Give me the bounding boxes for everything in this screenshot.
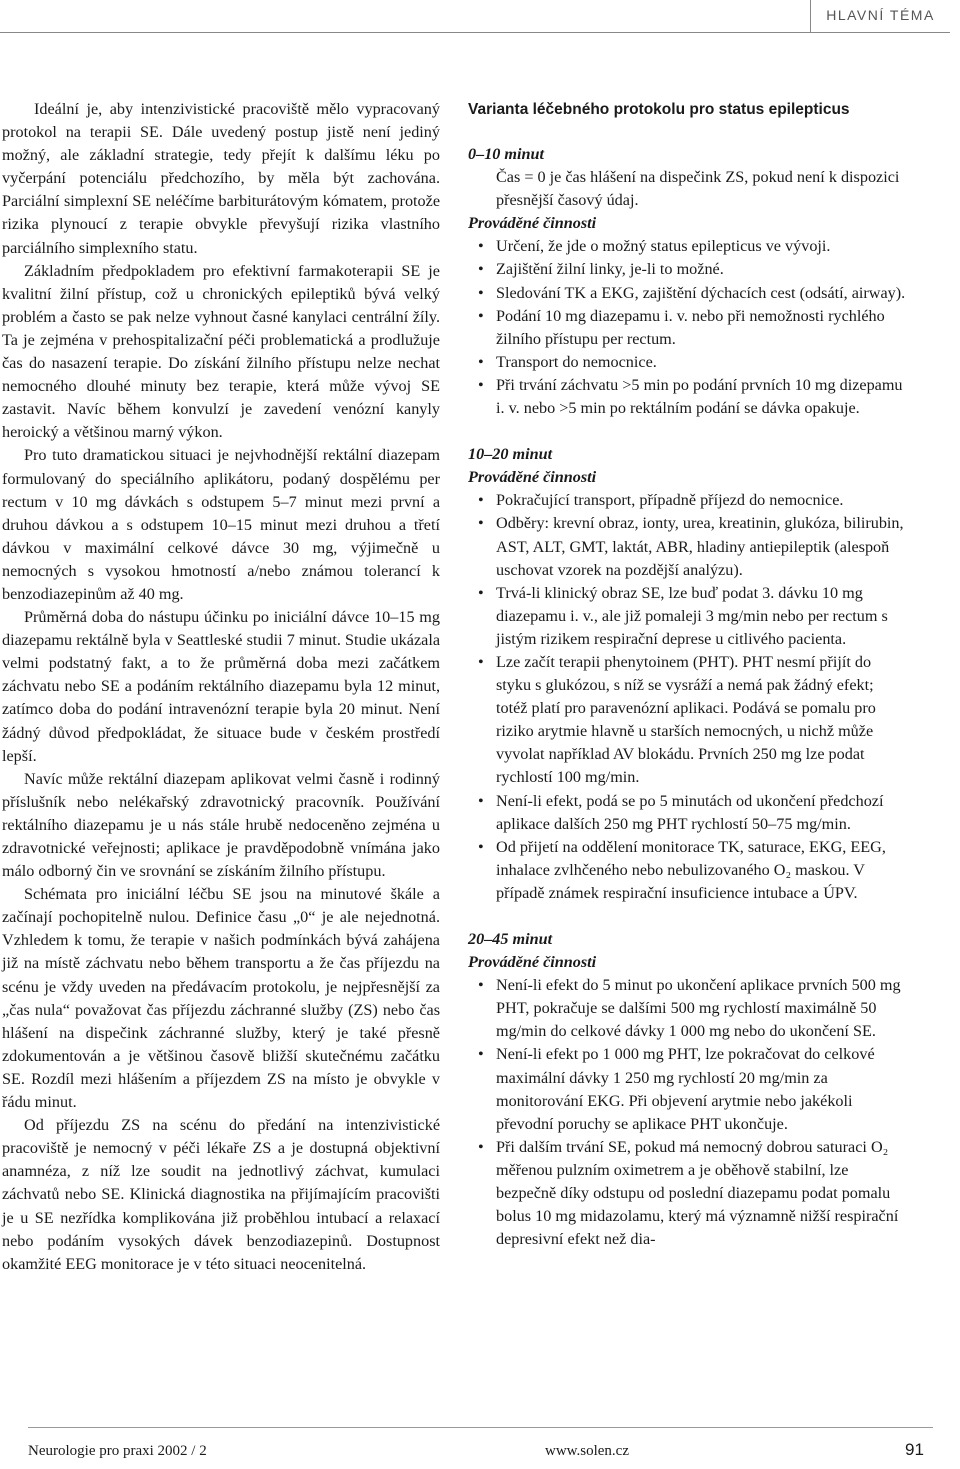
phase-subtitle: Prováděné činnosti: [468, 214, 597, 233]
paragraph: Průměrná doba do nástupu účinku po iniciální dávce 10–15 mg diazepamu rektálně byla v Seattleské studii 7 minut. Studie ukázala velmi podstatný fakt, a to že průměrná doba mezi začátkem záchvatu nebo SE a podáním rektálního diazepamu byla 12 minut, zatímco doba do podání intravenózní terapie byla 20 minut. Není žádný důvod předpokládat, že situace bude v českém prostředí lepší.: [2, 608, 440, 765]
footer-rule: [28, 1427, 933, 1428]
phase-subtitle: Prováděné činnosti: [468, 468, 597, 487]
activity-list: [468, 235, 908, 420]
phase-subtitle: Prováděné činnosti: [468, 953, 597, 972]
list-item: • Sledování TK a EKG, zajištění dýchacích cest (odsátí, airway).: [468, 282, 908, 305]
list-item: • Podání 10 mg diazepamu i. v. nebo při nemožnosti rychlého žilního přístupu per rectum.: [468, 305, 908, 351]
list-item: • Transport do nemocnice.: [468, 351, 908, 374]
paragraph: Základním předpokladem pro efektivní farmakoterapii SE je kvalitní žilní přístup, což u chronických epileptiků bývá velký problém a často se pak nelze vyhnout časné kanylaci centrální žíly. Ta je zejména v prehospitalizační péči problematická a prodlužuje čas do nasazení terapie. Do získání žilního přístupu nelze nechat nemocného dlouhé minuty bez terapie, která může vývoj SE zastavit. Navíc během konvulzí je zavedení venózní kanyly heroický a většinou marný výkon.: [2, 261, 440, 442]
paragraph: Navíc může rektální diazepam aplikovat velmi časně i rodinný příslušník nebo nelékařský zdravotnický pracovník. Používání rektálního diazepamu je u nás stále hrubě nedoceněno zejména u zdravotnické veřejnosti; aplikace je pravděpodobně vnímána jako málo odborný čin ve srovnání se získáním žilního přístupu.: [2, 769, 440, 881]
list-item: • Od přijetí na oddělení monitorace TK, saturace, EKG, EEG, inhalace zvlhčeného nebo nebulizovaného O₂ maskou. V případě známek respirační insuficience intubace a ÚPV.: [468, 836, 908, 905]
paragraph: Schémata pro iniciální léčbu SE jsou na minutové škále a začínají pochopitelně nulou. Definice času „0“ je ale nejednotná. Vzhledem k tomu, že terapie v našich podmínkách bývá zahájena již na místě záchvatu nebo během transportu a že čas příjezdu na scénu je vždy uveden na předávacím protokolu, je nejpřesnější za „čas nula“ považovat čas příjezdu záchranné služby (ZS) nebo čas hlášení na dispečink záchranné služby, který je také přesně zdokumentován a je většinou časově bližší skutečnému začátku SE. Rozdíl mezi hlášením a příjezdem ZS na místo je obvykle v řádu minut.: [2, 885, 440, 1112]
list-item: • Pokračující transport, případně příjezd do nemocnice.: [468, 489, 908, 512]
list-item: • Trvá-li klinický obraz SE, lze buď podat 3. dávku 10 mg diazepamu i. v., ale již pomaleji 3 mg/min nebo per rectum s jistým rizikem respirační deprese u citlivého pacienta.: [468, 582, 908, 651]
phase-10-20: [468, 443, 908, 905]
phase-intro: Čas = 0 je čas hlášení na dispečink ZS, pokud není k dispozici přesnější časový údaj.: [496, 168, 900, 210]
list-item: • Určení, že jde o možný status epilepticus ve vývoji.: [468, 235, 908, 258]
list-item: • Při trvání záchvatu >5 min po podání prvních 10 mg dizepamu i. v. nebo >5 min po rektálním podání se dávka opakuje.: [468, 374, 908, 420]
protocol-title: Varianta léčebného protokolu pro status epilepticus: [468, 101, 850, 118]
list-item: • Není-li efekt, podá se po 5 minutách od ukončení předchozí aplikace dalších 250 mg PHT rychlostí 50–75 mg/min.: [468, 790, 908, 836]
phase-time: 20–45 minut: [468, 930, 553, 948]
paragraph: Ideální je, aby intenzivistické pracoviště mělo vypracovaný protokol na terapii SE. Dále uvedený postup jistě není jediný možný, ale základní strategie, tedy přejít k dalšímu léku po vyčerpání potenciálu předchozího, by měla být zachována. Parciální simplexní SE neléčíme barbiturátovým kómatem, protože rizika plynoucí z terapie obvykle převyšují rizika vlastního parciálního simplexního statu.: [2, 100, 440, 257]
section-label: HLAVNÍ TÉMA: [810, 0, 950, 32]
journal-citation: Neurologie pro praxi 2002 / 2: [28, 1443, 207, 1459]
list-item: • Lze začít terapii phenytoinem (PHT). PHT nesmí přijít do styku s glukózou, s níž se vysráží a nemá pak žádný efekt; totéž platí pro paravenózní aplikaci. Podává se pomalu pro riziko arytmie hlavně u starších nemocných, u nichž může vyvolat například AV blokádu. Prvních 250 mg lze podat rychlostí 100 mg/min.: [468, 651, 908, 790]
paragraph: Pro tuto dramatickou situaci je nejvhodnější rektální diazepam formulovaný do speciálního aplikátoru, podaný dospělému per rectum v 10 mg dávkách s odstupem 5–7 minut mezi první a druhou dávkou a s odstupem 10–15 minut mezi druhou a třetí dávkou v maximální celkové dávce 30 mg, výjimečně u nemocných s vysokou hmotností a/nebo známou tolerancí k benzodiazepinům až 40 mg.: [2, 446, 440, 603]
activity-list: [468, 489, 908, 905]
header-rule: [0, 32, 950, 33]
website-link[interactable]: www.solen.cz: [545, 1443, 630, 1459]
phase-time: 10–20 minut: [468, 445, 553, 464]
list-item: • Při dalším trvání SE, pokud má nemocný dobrou saturaci O₂ měřenou pulzním oximetrem a je oběhově stabilní, lze bezpečně díky odstupu od poslední diazepamu podat pomalu bolus 10 mg midazolamu, který má významně nižší respirační depresivní efekt než dia-: [468, 1136, 908, 1251]
activity-list: [468, 974, 908, 1251]
list-item: • Není-li efekt po 1 000 mg PHT, lze pokračovat do celkové maximální dávky 1 250 mg rychlostí 20 mg/min za monitorování EKG. Při objevení arytmie nebo jakékoli převodní poruchy se aplikace PHT ukončuje.: [468, 1043, 908, 1135]
list-item: • Není-li efekt do 5 minut po ukončení aplikace prvních 500 mg PHT, pokračuje se dalšími 500 mg rychlostí maximálně 50 mg/min do celkové dávky 1 000 mg nebo do ukončení SE.: [468, 974, 908, 1043]
list-item: • Zajištění žilní linky, je-li to možné.: [468, 258, 908, 281]
left-column: [2, 98, 440, 1276]
phase-20-45: [468, 928, 908, 1251]
page-number: 91: [905, 1440, 924, 1459]
right-column: [468, 98, 908, 1251]
paragraph: Od příjezdu ZS na scénu do předání na intenzivistické pracoviště je nemocný v péči lékaře ZS a je dostupná objektivní anamnéza, z níž lze soudit na jednotlivý záchvat, kumulaci záchvatů nebo SE. Klinická diagnostika na přijímajícím pracovišti je u SE nezřídka komplikována již proběhlou intubací a relaxací nebo podáním vysokých dávek benzodiazepinů. Dostupnost okamžité EEG monitorace je v této situaci neocenitelná.: [2, 1116, 440, 1273]
phase-time: 0–10 minut: [468, 145, 545, 163]
phase-0-10: [468, 143, 908, 420]
list-item: • Odběry: krevní obraz, ionty, urea, kreatinin, glukóza, bilirubin, AST, ALT, GMT, laktát, ABR, hladiny antiepileptik (alespoň uschovat vzorek na pozdější analýzu).: [468, 512, 908, 581]
